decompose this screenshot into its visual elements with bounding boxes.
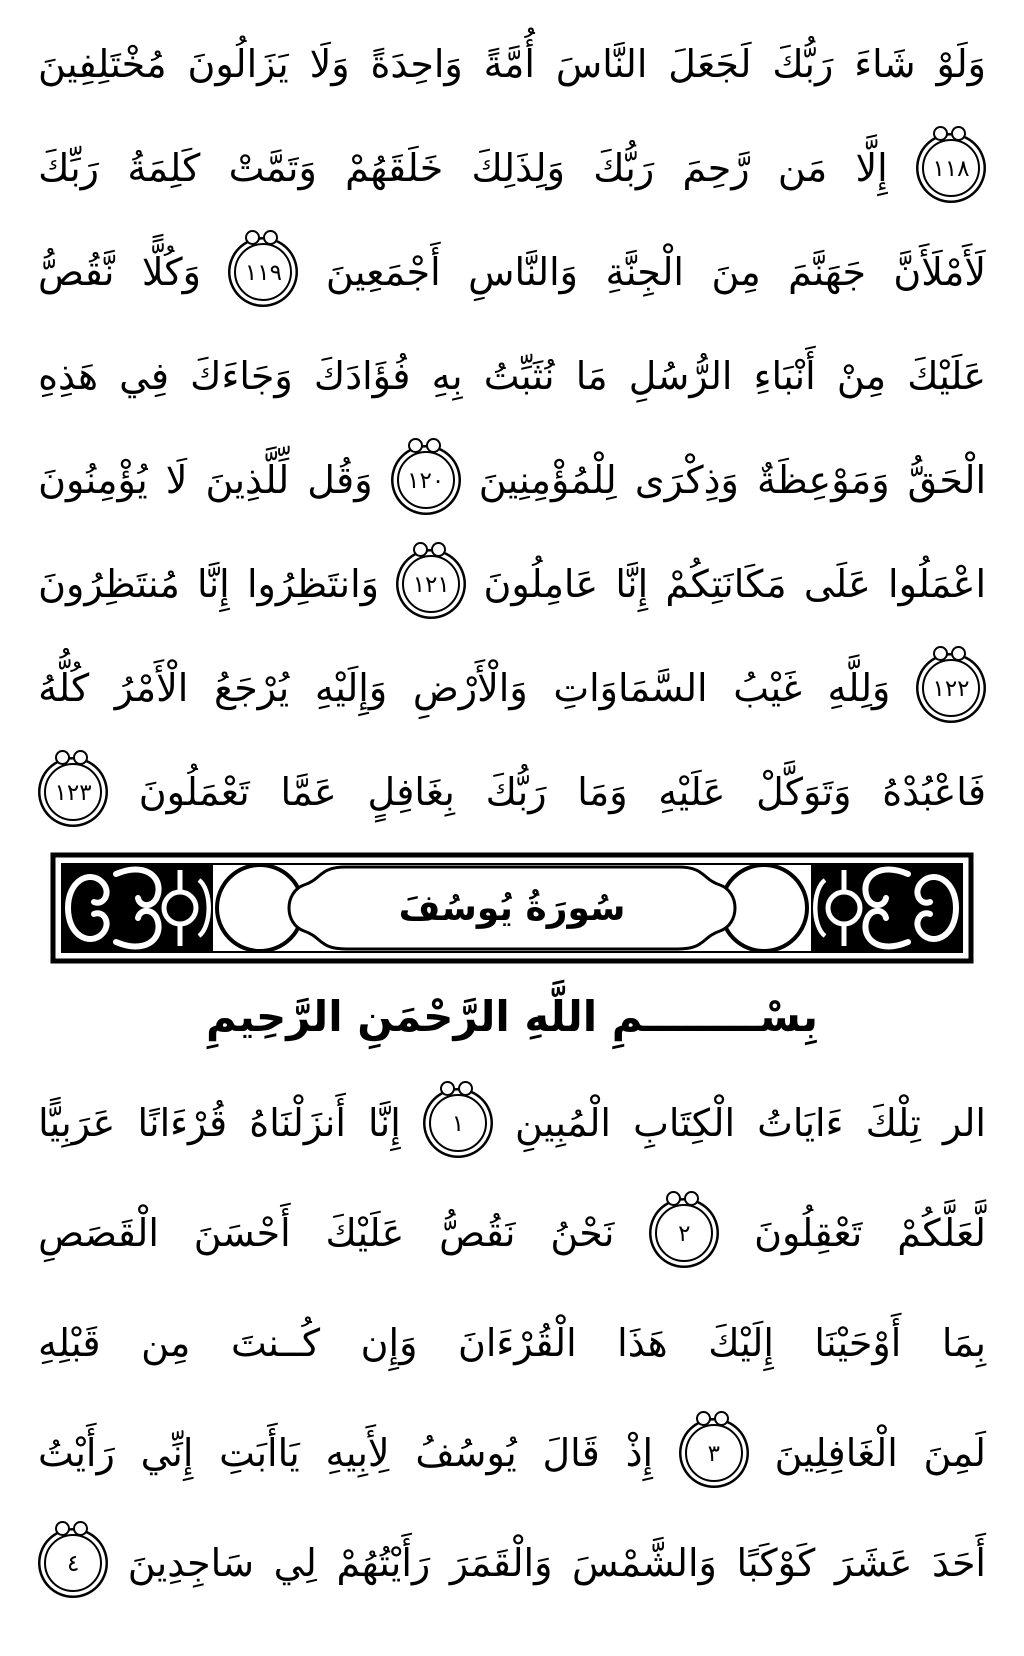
quran-word: يُؤْمِنُونَ: [38, 458, 148, 502]
quran-word: اعْمَلُوا: [888, 562, 986, 606]
quran-word: لَجَعَلَ: [668, 42, 752, 86]
quran-word: نَّقُصُّ: [38, 250, 115, 294]
quran-word: إِنَّا: [368, 1101, 401, 1145]
quran-word: لِّلَّذِينَ: [205, 458, 290, 502]
quran-word: يَزَالُونَ: [187, 42, 289, 86]
quran-word: عَرَبِيًّا: [38, 1101, 116, 1145]
ayah-number: ١٢٠: [407, 467, 445, 494]
quran-line: [38, 1178, 986, 1288]
quran-line: [38, 428, 986, 532]
quran-word: إِلَيْكَ: [708, 1321, 774, 1365]
quran-line: [38, 1288, 986, 1398]
quran-word: وَكُلًّا: [141, 250, 201, 294]
quran-word: وَلَوْ: [936, 42, 986, 86]
ayah-end-medallion: [655, 1204, 713, 1262]
quran-word: بِهِ: [431, 354, 463, 398]
quran-word: رَبُّكَ: [485, 770, 547, 814]
ayah-end-medallion: [44, 1534, 102, 1592]
quran-word: مَا: [575, 354, 608, 398]
quran-word: وَاحِدَةً: [370, 42, 463, 86]
quran-word: بِمَا: [941, 1321, 986, 1365]
ayah-number: ٢: [678, 1220, 691, 1247]
ayah-number: ١٢٢: [932, 675, 970, 702]
quran-word: مُخْتَلِفِينَ: [38, 42, 167, 86]
quran-word: الْأَمْرُ: [114, 666, 189, 710]
ayah-number: ١٢١: [412, 571, 450, 598]
quran-word: شَاءَ: [854, 42, 916, 86]
left-arabesque-ornament: [61, 863, 213, 953]
quran-line: [38, 1068, 986, 1178]
quran-word: لَّعَلَّكُمْ: [897, 1211, 986, 1255]
quran-word: وَالنَّاسِ: [468, 250, 579, 294]
quran-word: مَن: [777, 146, 828, 190]
ayah-number: ٤: [66, 1550, 80, 1577]
quran-word: أَنزَلْنَاهُ: [249, 1101, 346, 1145]
quran-word: أَجْمَعِينَ: [325, 250, 441, 294]
quran-word: فُؤَادَكَ: [313, 354, 411, 398]
quran-word: الر: [942, 1101, 986, 1145]
quran-word: أَنْبَاءِ: [753, 354, 816, 398]
quran-word: يَاأَبَتِ: [219, 1431, 300, 1475]
quran-word: الْقُرْءَانَ: [457, 1321, 577, 1365]
ayah-number: ١١٩: [244, 259, 282, 286]
ayah-end-medallion: [429, 1094, 487, 1152]
surah-band-ornament: [50, 852, 974, 964]
ayah-number: ٣: [707, 1440, 721, 1467]
quran-word: لِي: [273, 1541, 317, 1585]
quran-word: إِنَّا: [615, 562, 649, 606]
quran-word: خَلَقَهُمْ: [345, 146, 444, 190]
quran-word: النَّاسَ: [555, 42, 648, 86]
ayah-end-medallion: [397, 451, 455, 509]
quran-word: نُثَبِّتُ: [483, 354, 555, 398]
quran-word: وَجَاءَكَ: [190, 354, 293, 398]
quran-word: يُوسُفُ: [415, 1431, 517, 1475]
quran-word: وَالْقَمَرَ: [449, 1541, 553, 1585]
quran-word: السَّمَاوَاتِ: [553, 666, 708, 710]
ayah-end-medallion: [922, 139, 980, 197]
quran-word: جَهَنَّمَ: [788, 250, 866, 294]
quran-word: لَأَمْلَأَنَّ: [893, 250, 986, 294]
quran-word: نَقُصُّ: [439, 1211, 516, 1255]
quran-word: وَالشَّمْسَ: [572, 1541, 717, 1585]
quran-word: عَامِلُونَ: [483, 562, 599, 606]
quran-line: [38, 532, 986, 636]
quran-word: تَعْمَلُونَ: [138, 770, 250, 814]
quran-word: لِلْمُؤْمِنِينَ: [478, 458, 617, 502]
quran-word: عَشَرَ: [834, 1541, 913, 1585]
quran-word: فَاعْبُدْهُ: [882, 770, 986, 814]
surah-title: سُورَةُ يُوسُفَ: [398, 887, 626, 929]
ayah-number: ١: [451, 1110, 465, 1137]
quran-word: سَاجِدِينَ: [127, 1541, 255, 1585]
quran-word: الْجِنَّةِ: [605, 250, 684, 294]
surah-yusuf-verses-block: [0, 1068, 1024, 1618]
surah-header-band: [50, 852, 974, 964]
quran-word: عَلَيْهِ: [658, 770, 726, 814]
quran-word: وَالْأَرْضِ: [412, 666, 528, 710]
quran-word: وَإِلَيْهِ: [314, 666, 388, 710]
quran-word: وَلِلَّهِ: [827, 666, 891, 710]
quran-word: لَا: [165, 458, 188, 502]
quran-word: أَحْسَنَ: [193, 1211, 291, 1255]
quran-word: وَتَمَّتْ: [228, 146, 317, 190]
quran-word: مِن: [141, 1321, 191, 1365]
quran-word: رَبِّكَ: [38, 146, 100, 190]
quran-word: كُــنتَ: [230, 1321, 321, 1365]
quran-word: وَإِن: [360, 1321, 418, 1365]
quran-word: رَبُّكَ: [593, 146, 655, 190]
ayah-end-medallion: [922, 659, 980, 717]
quran-word: بِغَافِلٍ: [367, 770, 455, 814]
quran-word: وَمَا: [577, 770, 628, 814]
quran-word: فِي: [119, 354, 169, 398]
quran-word: مَكَانَتِكُمْ: [665, 562, 787, 606]
quran-word: وَلَا: [309, 42, 350, 86]
quran-word: رَّحِمَ: [682, 146, 750, 190]
quran-word: قَبْلِهِ: [38, 1321, 101, 1365]
quran-word: عَلَى: [803, 562, 871, 606]
quran-line: [38, 636, 986, 740]
quran-word: وَذِكْرَى: [634, 458, 739, 502]
quran-word: أَحَدَ: [932, 1541, 986, 1585]
quran-word: هَذَا: [617, 1321, 668, 1365]
quran-word: الرُّسُلِ: [628, 354, 733, 398]
quran-line: [38, 1508, 986, 1618]
title-cartouche: [289, 867, 735, 949]
quran-word: كَلِمَةُ: [127, 146, 201, 190]
quran-word: الْمُبِينِ: [514, 1101, 611, 1145]
quran-word: مِنَ: [711, 250, 761, 294]
quran-word: قَالَ: [542, 1431, 600, 1475]
quran-word: نَحْنُ: [550, 1211, 615, 1255]
quran-word: وَقُل: [307, 458, 373, 502]
quran-word: إِلَّا: [855, 146, 888, 190]
quran-word: وَلِذَلِكَ: [471, 146, 565, 190]
quran-word: ءَايَاتُ: [757, 1101, 844, 1145]
quran-word: إِنَّا: [197, 562, 230, 606]
quran-word: عَلَيْكَ: [325, 1211, 405, 1255]
quran-word: وَتَوَكَّلْ: [756, 770, 852, 814]
quran-line: [38, 220, 986, 324]
quran-word: غَيْبُ: [733, 666, 802, 710]
quran-word: الْحَقُّ: [907, 458, 986, 502]
quran-word: مُنتَظِرُونَ: [38, 562, 180, 606]
quran-word: تِلْكَ: [865, 1101, 921, 1145]
quran-word: وَمَوْعِظَةٌ: [756, 458, 890, 502]
quran-word: قُرْءَانًا: [137, 1101, 228, 1145]
quran-word: كُلُّهُ: [38, 666, 90, 710]
quran-word: إِنِّي: [140, 1431, 194, 1475]
quran-word: لَمِنَ: [923, 1431, 986, 1475]
quran-line: [38, 740, 986, 844]
quran-word: وَانتَظِرُوا: [246, 562, 379, 606]
quran-word: إِذْ: [625, 1431, 654, 1475]
quran-word: عَلَيْكَ: [907, 354, 986, 398]
quran-word: أَوْحَيْنَا: [814, 1321, 902, 1365]
quran-line: [38, 116, 986, 220]
quran-word: رَأَيْتُهُمْ: [336, 1541, 431, 1585]
quran-word: يُرْجَعُ: [213, 666, 290, 710]
bismillah: بِسْــــــــمِ اللَّهِ الرَّحْمَنِ الرَّحِيمِ: [205, 991, 819, 1041]
quran-word: الْغَافِلِينَ: [774, 1431, 898, 1475]
quran-word: هَذِهِ: [38, 354, 98, 398]
quran-line: [38, 1398, 986, 1508]
quran-word: مِنْ: [836, 354, 887, 398]
quran-word: الْكِتَابِ: [633, 1101, 736, 1145]
quran-word: الْقَصَصِ: [38, 1211, 159, 1255]
quran-word: عَمَّا: [280, 770, 337, 814]
quran-word: رَبُّكَ: [772, 42, 834, 86]
ayah-number: ١٢٣: [54, 779, 92, 806]
quran-word: رَأَيْتُ: [38, 1431, 115, 1475]
right-arabesque-ornament: [811, 863, 963, 953]
quran-line: [38, 12, 986, 116]
ayah-end-medallion: [685, 1424, 743, 1482]
ayah-end-medallion: [402, 555, 460, 613]
ayah-end-medallion: [44, 763, 102, 821]
ayah-end-medallion: [234, 243, 292, 301]
quran-word: لِأَبِيهِ: [325, 1431, 390, 1475]
quran-word: أُمَّةً: [483, 42, 535, 86]
ayah-number: ١١٨: [932, 155, 970, 182]
quran-word: تَعْقِلُونَ: [754, 1211, 863, 1255]
quran-word: كَوْكَبًا: [736, 1541, 816, 1585]
quran-line: [38, 324, 986, 428]
